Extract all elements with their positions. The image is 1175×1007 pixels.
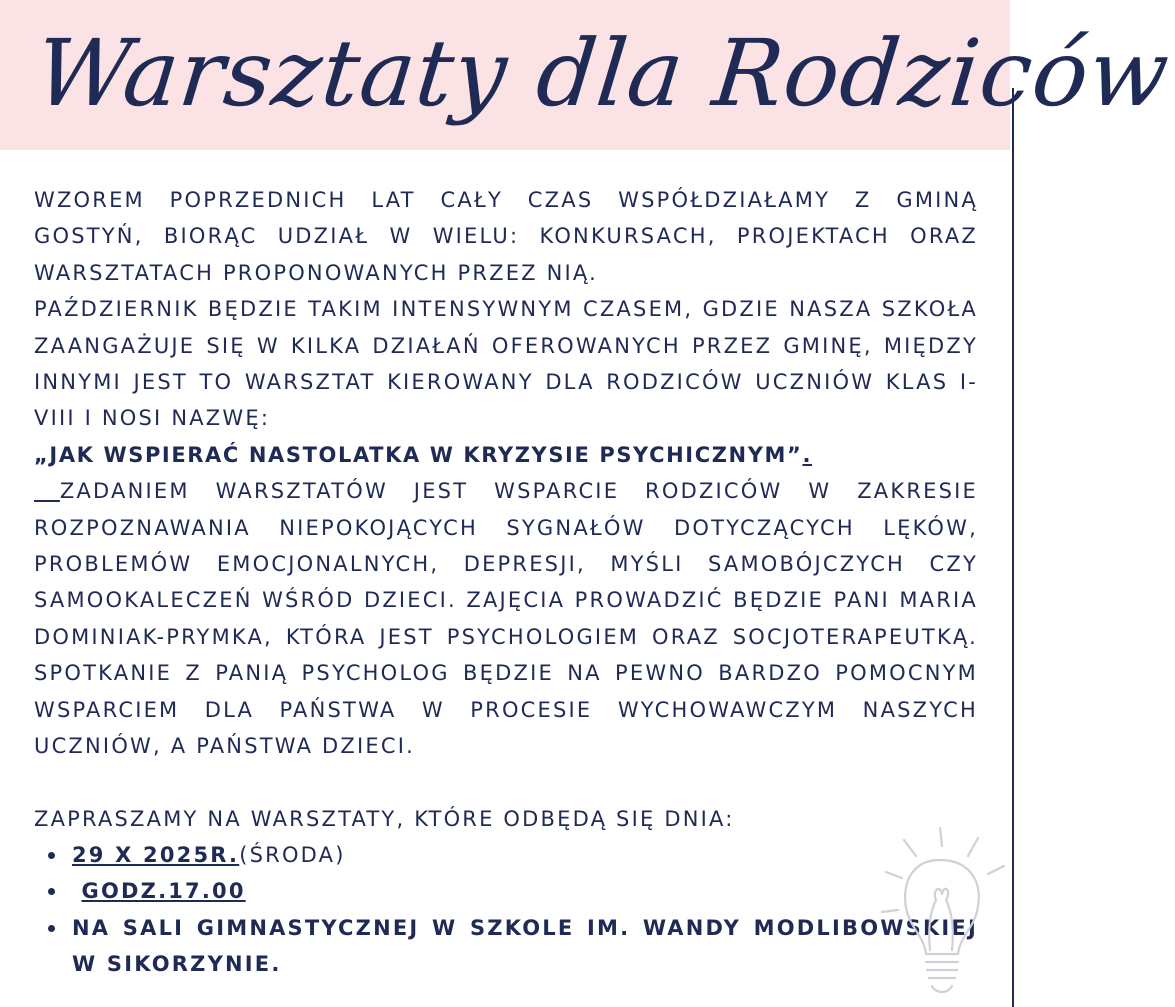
side-divider-line	[1012, 88, 1014, 1007]
event-day: (ŚRODA)	[239, 842, 346, 867]
event-time: GODZ.17.00	[81, 879, 246, 904]
event-date: 29 X 2025R.	[72, 842, 240, 867]
description-paragraph	[34, 473, 978, 764]
page-title: Warsztaty dla Rodziców	[30, 20, 1175, 127]
article-body	[34, 182, 978, 983]
workshop-title: „JAK WSPIERAĆ NASTOLATKA W KRYZYSIE PSYCHICZNYM”.	[34, 442, 813, 467]
invitation-text: ZAPRASZAMY NA WARSZTATY, KTÓRE ODBĘDĄ SIĘ DNIA:	[34, 806, 735, 831]
event-place-item	[34, 910, 978, 983]
workshop-name: „JAK WSPIERAĆ NASTOLATKA W KRYZYSIE PSYCHICZNYM”	[34, 442, 803, 467]
event-time-item	[34, 873, 978, 909]
description-text: ZADANIEM WARSZTATÓW JEST WSPARCIE RODZICÓW W ZAKRESIE ROZPOZNAWANIA NIEPOKOJĄCYCH SYGNAŁÓW DOTYCZĄCYCH LĘKÓW, PROBLEMÓW EMOCJONALNYCH, DEPRESJI, MYŚLI SAMOBÓJCZYCH CZY SAMOOKALECZEŃ WŚRÓD DZIECI. ZAJĘCIA PROWADZIĆ BĘDZIE PANI MARIA DOMINIAK-PRYMKA, KTÓRA JEST PSYCHOLOGIEM ORAZ SOCJOTERAPEUTKĄ. SPOTKANIE Z PANIĄ PSYCHOLOG BĘDZIE NA PEWNO BARDZO POMOCNYM WSPARCIEM DLA PAŃSTWA W PROCESIE WYCHOWAWCZYM NASZYCH UCZNIÓW, A PAŃSTWA DZIECI.	[34, 479, 978, 759]
event-place: NA SALI GIMNASTYCZNEJ W SZKOLE IM. WANDY MODLIBOWSKIEJ W SIKORZYNIE.	[72, 915, 978, 977]
october-paragraph: PAŹDZIERNIK BĘDZIE TAKIM INTENSYWNYM CZASEM, GDZIE NASZA SZKOŁA ZAANGAŻUJE SIĘ W KILKA DZIAŁAŃ OFEROWANYCH PRZEZ GMINĘ, MIĘDZY INNYMI JEST TO WARSZTAT KIEROWANY DLA RODZICÓW UCZNIÓW KLAS I-VIII I NOSI NAZWĘ:	[34, 297, 978, 431]
lightbulb-icon	[880, 820, 1010, 1007]
bullet-icon	[48, 925, 55, 932]
bullet-icon	[48, 852, 55, 859]
intro-paragraph: WZOREM POPRZEDNICH LAT CAŁY CZAS WSPÓŁDZIAŁAMY Z GMINĄ GOSTYŃ, BIORĄC UDZIAŁ W WIELU: KONKURSACH, PROJEKTACH ORAZ WARSZTATACH PROPONOWANYCH PRZEZ NIĄ.	[34, 188, 978, 285]
event-date-item	[34, 837, 978, 873]
bullet-icon	[48, 888, 55, 895]
event-details-list	[34, 837, 978, 983]
